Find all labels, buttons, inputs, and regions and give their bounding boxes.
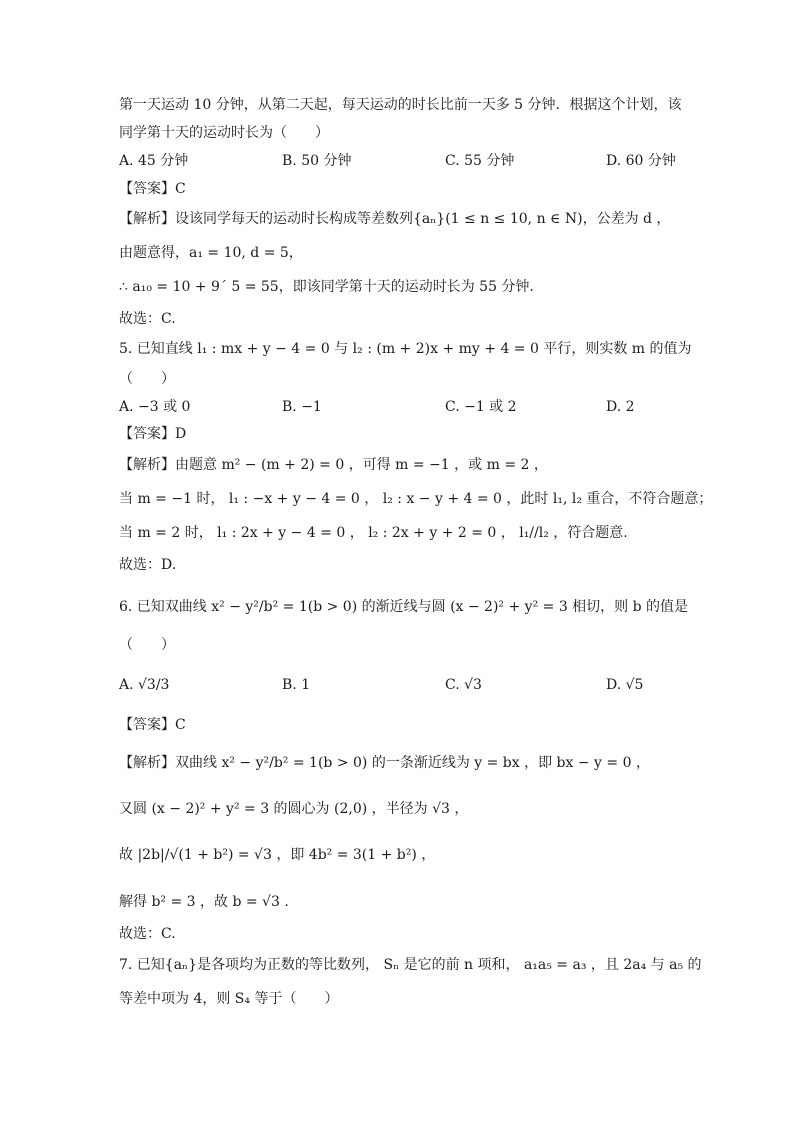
q4-option-c: C. 55 分钟 [445, 153, 515, 169]
q5-option-a: A. −3 或 0 [119, 399, 191, 415]
q4-analysis-line4: 故选：C. [119, 311, 176, 327]
q5-option-b: B. −1 [282, 399, 322, 415]
q5-stem-line1: 5. 已知直线 l₁ : mx + y − 4 = 0 与 l₂ : (m + 2)x + my + 4 = 0 平行，则实数 m 的值为 [119, 341, 692, 357]
q6-analysis-line2: 又圆 (x − 2)² + y² = 3 的圆心为 (2,0) ，半径为 √3 ， [119, 801, 469, 817]
q6-analysis-line1: 【解析】双曲线 x² − y²/b² = 1(b > 0) 的一条渐近线为 y = bx ，即 bx − y = 0 ， [119, 755, 650, 771]
q7-stem-line1: 7. 已知{aₙ}是各项均为正数的等比数列， Sₙ 是它的前 n 项和， a₁a₅ = a₃ ，且 2a₄ 与 a₅ 的 [119, 957, 702, 973]
q6-analysis-line3: 故 |2b|/√(1 + b²) = √3 ，即 4b² = 3(1 + b²) ， [119, 847, 436, 863]
q5-option-d: D. 2 [606, 399, 635, 415]
q4-option-a: A. 45 分钟 [119, 153, 189, 169]
q5-analysis-line4: 故选：D. [119, 557, 177, 573]
q7-stem-line2: 等差中项为 4，则 S₄ 等于（ ） [119, 991, 339, 1007]
q5-option-c: C. −1 或 2 [445, 399, 517, 415]
q6-answer: 【答案】C [119, 717, 186, 733]
q4-stem-line1: 第一天运动 10 分钟，从第二天起，每天运动的时长比前一天多 5 分钟．根据这个计划，该 [119, 97, 682, 113]
q6-stem-line1: 6. 已知双曲线 x² − y²/b² = 1(b > 0) 的渐近线与圆 (x − 2)² + y² = 3 相切，则 b 的值是 [119, 599, 689, 615]
q5-analysis-line1: 【解析】由题意 m² − (m + 2) = 0 ，可得 m = −1 ，或 m = 2 ， [119, 457, 548, 473]
q5-answer: 【答案】D [119, 426, 187, 442]
q6-option-b: B. 1 [282, 677, 311, 693]
q6-stem-line2: （ ） [119, 637, 175, 653]
q4-option-d: D. 60 分钟 [606, 153, 676, 169]
q4-option-b: B. 50 分钟 [282, 153, 352, 169]
q5-analysis-line3: 当 m = 2 时， l₁ : 2x + y − 4 = 0 ， l₂ : 2x + y + 2 = 0 ， l₁//l₂ ，符合题意. [119, 525, 628, 541]
q5-analysis-line2: 当 m = −1 时， l₁ : −x + y − 4 = 0 ， l₂ : x − y + 4 = 0 ，此时 l₁, l₂ 重合，不符合题意； [119, 491, 713, 507]
q6-analysis-line5: 故选：C. [119, 926, 176, 942]
q4-stem-line2: 同学第十天的运动时长为（ ） [119, 125, 329, 141]
q4-analysis-line3: ∴ a₁₀ = 10 + 9´ 5 = 55，即该同学第十天的运动时长为 55 分钟. [119, 279, 534, 295]
q4-analysis-line1: 【解析】设该同学每天的运动时长构成等差数列{aₙ}(1 ≤ n ≤ 10, n ∈ N)，公差为 d ， [119, 211, 671, 227]
q6-option-a: A. √3/3 [119, 677, 170, 693]
q4-analysis-line2: 由题意得，a₁ = 10, d = 5， [119, 245, 303, 261]
q6-option-d: D. √5 [606, 677, 644, 693]
q5-stem-line2: （ ） [119, 371, 175, 387]
q4-answer: 【答案】C [119, 181, 186, 197]
q6-analysis-line4: 解得 b² = 3 ，故 b = √3 . [119, 894, 289, 910]
q6-option-c: C. √3 [445, 677, 482, 693]
